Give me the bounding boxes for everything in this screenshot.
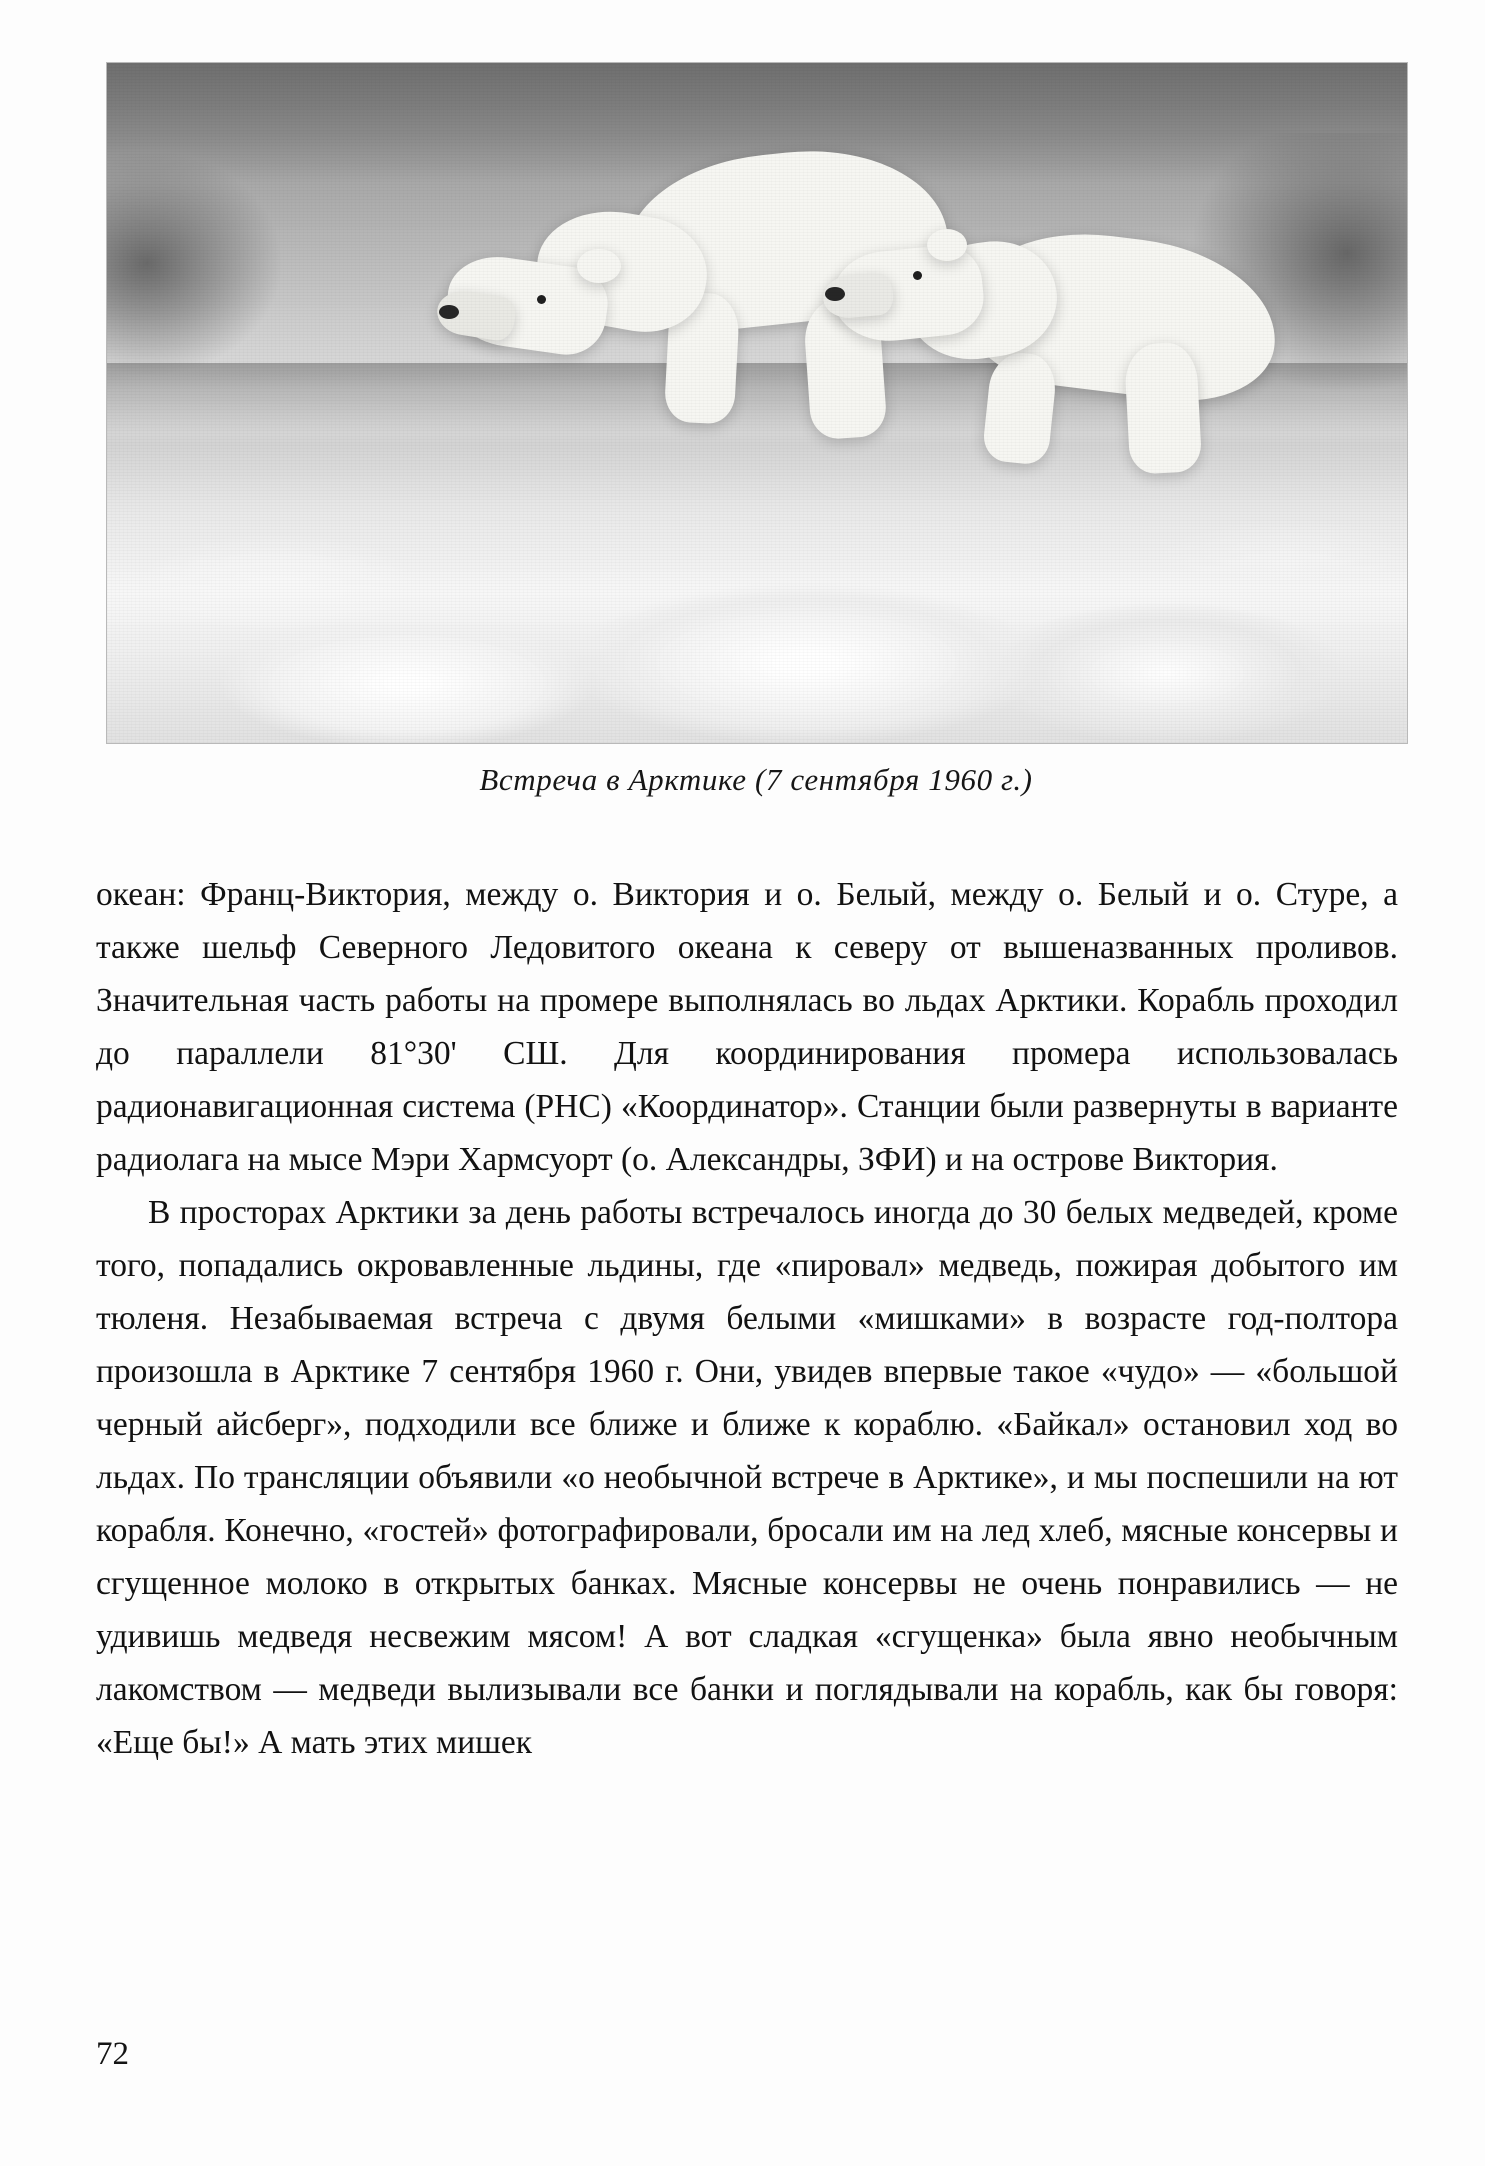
- polar-bears-photograph: [106, 62, 1408, 744]
- paragraph-1: океан: Франц-Виктория, между о. Виктория и о. Белый, между о. Белый и о. Стуре, а также шельф Северного Ледовитого океана к северу от вышеназванных проливов. Значительная часть работы на промере выполнялась во льдах Арктики. Корабль проходил до параллели 81°30' СШ. Для координирования промера использовалась радионавигационная система (РНС) «Координатор». Станции были развернуты в варианте радиолага на мысе Мэри Хармсуорт (о. Александры, ЗФИ) и на острове Виктория.: [96, 876, 1398, 1178]
- photo-grain-texture: [107, 63, 1407, 743]
- figure-caption: Встреча в Арктике (7 сентября 1960 г.): [479, 762, 1033, 797]
- body-text: [96, 868, 1398, 1769]
- paragraph-2: В просторах Арктики за день работы встречалось иногда до 30 белых медведей, кроме того, попадались окровавленные льдины, где «пировал» медведь, пожирая добытого им тюленя. Незабываемая встреча с двумя белыми «мишками» в возрасте год-полтора произошла в Арктике 7 сентября 1960 г. Они, увидев впервые такое «чудо» — «большой черный айсберг», подходили все ближе и ближе к кораблю. «Байкал» остановил ход во льдах. По трансляции объявили «о необычной встрече в Арктике», и мы поспешили на ют корабля. Конечно, «гостей» фотографировали, бросали им на лед хлеб, мясные консервы и сгущенное молоко в открытых банках. Мясные консервы не очень понравились — не удивишь медведя несвежим мясом! А вот сладкая «сгущенка» была явно необычным лакомством — медведи вылизывали все банки и поглядывали на корабль, как бы говоря: «Еще бы!» А мать этих мишек: [96, 1194, 1398, 1761]
- page-number: 72: [96, 2036, 129, 2072]
